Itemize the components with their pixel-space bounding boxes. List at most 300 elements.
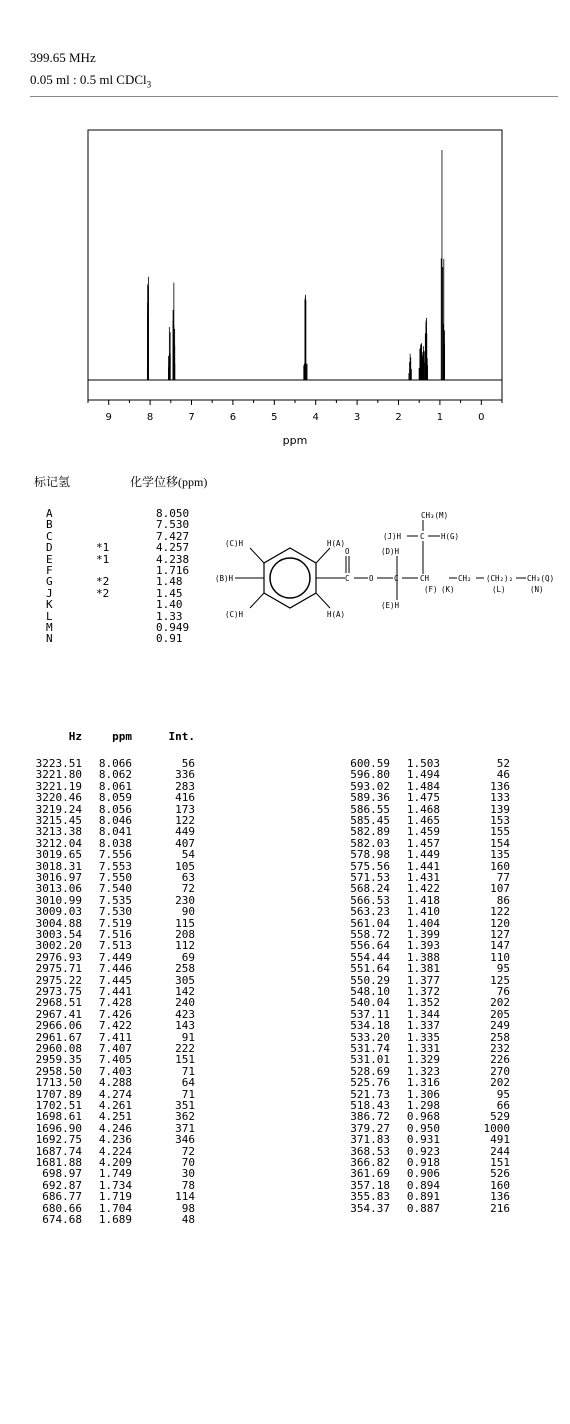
assignment-shift: 4.238 [156, 552, 190, 566]
peak-int: 153 [490, 814, 510, 827]
peak-hz: 355.83 [350, 1190, 390, 1204]
peak-ppm: 7.556 [98, 848, 132, 862]
peak-ppm: 1.749 [98, 1167, 132, 1181]
peak-hz: 550.29 [350, 973, 390, 987]
peak-int: 78 [181, 1178, 195, 1192]
peak-ppm: 7.446 [98, 962, 132, 976]
peak-int: 120 [490, 916, 510, 930]
peak-int: 105 [175, 859, 195, 873]
bond-ch-c [250, 593, 264, 608]
peak-hz: 2975.22 [35, 973, 82, 987]
x-axis-tick-label: 2 [395, 412, 402, 423]
peak-int: 127 [490, 928, 510, 941]
peak-int: 52 [496, 757, 510, 770]
peak-int: 125 [490, 973, 510, 987]
peak-int: 240 [175, 996, 195, 1010]
peak-int: 160 [490, 859, 510, 873]
peak-int: 258 [175, 962, 195, 976]
peak-ppm: 7.540 [98, 882, 132, 896]
peak-ppm: 1.352 [406, 996, 440, 1010]
peak-ppm: 0.923 [406, 1144, 440, 1158]
peak-int: 230 [175, 893, 195, 907]
peak-ppm: 1.431 [406, 871, 440, 884]
label-dh: (D)H [381, 547, 400, 556]
peak-hz: 2975.71 [35, 962, 82, 976]
peak-int: 71 [181, 1064, 195, 1078]
peak-hz: 698.97 [42, 1167, 82, 1181]
peak-ppm: 4.274 [98, 1087, 132, 1101]
peak-hz: 3013.06 [35, 882, 82, 896]
peak-hz: 680.66 [42, 1201, 82, 1215]
peak-ppm: 0.894 [406, 1178, 440, 1192]
peak-header-hz: Hz [68, 730, 82, 743]
peak-hz: 571.53 [350, 871, 390, 884]
peak-header-ppm: ppm [112, 730, 132, 743]
peak-ppm: 1.331 [406, 1042, 440, 1055]
peak-ppm: 1.399 [406, 928, 440, 941]
peak-hz: 596.80 [350, 768, 390, 782]
peak-int: 71 [181, 1087, 195, 1101]
peak-hz: 1707.89 [35, 1087, 82, 1101]
peak-ppm: 7.513 [98, 939, 132, 953]
assignment-shift: 1.48 [156, 575, 183, 589]
peak-int: 98 [181, 1201, 195, 1215]
peak-ppm: 4.261 [98, 1099, 132, 1112]
assignment-label: G [46, 575, 53, 589]
peak-ppm: 1.734 [98, 1178, 132, 1192]
peak-hz: 3018.31 [35, 859, 82, 873]
peak-int: 202 [490, 1076, 510, 1090]
peak-hz: 361.69 [350, 1167, 390, 1181]
peak-hz: 2966.06 [35, 1019, 82, 1033]
peak-ppm: 4.209 [98, 1156, 132, 1169]
peak-ppm: 1.393 [406, 939, 440, 953]
assignment-mark: *2 [96, 586, 110, 600]
assignment-shift: 1.716 [156, 564, 190, 577]
peak-hz: 589.36 [350, 791, 390, 805]
peak-int: 449 [175, 825, 195, 839]
assignment-shift: 7.530 [156, 518, 190, 532]
peak-int: 226 [490, 1053, 510, 1067]
peak-hz: 578.98 [350, 848, 390, 862]
peak-int: 122 [175, 814, 195, 827]
label-jh: (J)H [383, 532, 402, 541]
peak-hz: 3003.54 [35, 928, 82, 941]
peak-hz: 554.44 [350, 950, 390, 964]
peak-ppm: 7.550 [98, 871, 132, 884]
bond-ha-bottom [316, 593, 330, 608]
peak-int: 202 [490, 996, 510, 1010]
label-c-alpha: C [394, 574, 399, 583]
peak-hz: 582.03 [350, 836, 390, 850]
peak-ppm: 1.372 [406, 985, 440, 998]
peak-ppm: 8.041 [98, 825, 132, 839]
x-axis-tick-label: 4 [312, 412, 319, 423]
peak-int: 173 [175, 802, 195, 816]
peak-ppm: 4.251 [98, 1110, 132, 1124]
peak-hz: 3212.04 [35, 836, 82, 850]
assignment-label: L [46, 609, 53, 623]
peak-ppm: 1.503 [406, 757, 440, 770]
peak-ppm: 7.449 [98, 950, 132, 964]
assignment-shift: 0.91 [156, 632, 183, 646]
peak-int: 154 [490, 836, 510, 850]
peak-int: 63 [181, 871, 195, 884]
peak-int: 95 [496, 1087, 510, 1101]
peak-ppm: 4.246 [98, 1121, 132, 1135]
peak-hz: 518.43 [350, 1099, 390, 1112]
peak-hz: 593.02 [350, 779, 390, 793]
peak-int: 69 [181, 950, 195, 964]
x-axis-tick-label: 7 [188, 412, 195, 423]
assignment-shift: 8.050 [156, 507, 190, 520]
label-ch2n: (CH₂)₂ [486, 574, 514, 583]
peak-int: 115 [175, 916, 195, 930]
peak-int: 64 [181, 1076, 195, 1090]
peak-hz: 1696.90 [35, 1121, 82, 1135]
assignment-shift: 1.45 [156, 586, 183, 600]
peak-ppm: 1.457 [406, 836, 440, 850]
peak-ppm: 1.441 [406, 859, 440, 873]
peak-hz: 3223.51 [35, 757, 82, 770]
label-ha-top: H(A) [327, 539, 346, 548]
frequency-label: 399.65 MHz [30, 50, 96, 65]
peak-hz: 3221.19 [35, 779, 82, 793]
peak-ppm: 1.422 [406, 882, 440, 896]
peak-ppm: 0.887 [406, 1201, 440, 1215]
peak-hz: 2958.50 [35, 1064, 82, 1078]
peak-ppm: 7.411 [98, 1030, 132, 1044]
label-eh: (E)H [381, 601, 400, 610]
peak-ppm: 1.381 [406, 962, 440, 976]
peak-hz: 568.24 [350, 882, 390, 896]
x-axis-tick-label: 1 [436, 412, 444, 423]
peak-hz: 3219.24 [35, 802, 82, 816]
peak-ppm: 7.403 [98, 1064, 132, 1078]
peak-hz: 2968.51 [35, 996, 82, 1010]
peak-ppm: 1.344 [406, 1007, 440, 1021]
label-o-ester: O [369, 574, 374, 583]
peak-ppm: 8.061 [98, 779, 132, 793]
assignment-label: E [46, 552, 53, 566]
peak-ppm: 1.475 [406, 791, 440, 805]
peak-ppm: 8.062 [98, 768, 132, 782]
peak-int: 346 [175, 1133, 195, 1147]
assignment-label: F [46, 564, 53, 577]
peak-int: 56 [181, 757, 195, 770]
peak-int: 205 [490, 1007, 510, 1021]
peak-hz: 1687.74 [35, 1144, 82, 1158]
peak-hz: 386.72 [350, 1110, 390, 1124]
label-ha-bottom: H(A) [327, 610, 346, 619]
peak-int: 72 [181, 1144, 195, 1158]
peak-hz: 1713.50 [35, 1076, 82, 1090]
peak-int: 114 [175, 1190, 195, 1204]
peak-int: 208 [175, 928, 195, 941]
peak-hz: 686.77 [42, 1190, 82, 1204]
peak-ppm: 4.224 [98, 1144, 132, 1158]
x-axis-tick-label: 5 [271, 412, 278, 423]
peak-ppm: 7.553 [98, 859, 132, 873]
peak-ppm: 1.337 [406, 1019, 440, 1033]
peak-int: 305 [175, 973, 195, 987]
peak-int: 66 [496, 1099, 510, 1112]
peak-hz: 561.04 [350, 916, 390, 930]
peak-hz: 586.55 [350, 802, 390, 816]
assignment-label: D [46, 541, 53, 555]
peak-hz: 354.37 [350, 1201, 390, 1215]
peak-int: 136 [490, 779, 510, 793]
assignment-mark: *1 [96, 541, 110, 555]
peak-ppm: 1.298 [406, 1099, 440, 1112]
peak-ppm: 1.459 [406, 825, 440, 839]
label-l: (L) [492, 585, 506, 594]
peak-int: 139 [490, 802, 510, 816]
aromatic-circle [270, 558, 310, 598]
peak-header-int: Int. [168, 730, 195, 743]
peak-int: 48 [181, 1213, 195, 1226]
peak-ppm: 1.484 [406, 779, 440, 793]
peak-int: 222 [175, 1042, 195, 1055]
peak-int: 526 [490, 1167, 510, 1181]
peak-ppm: 0.891 [406, 1190, 440, 1204]
peak-ppm: 1.335 [406, 1030, 440, 1044]
peak-int: 270 [490, 1064, 510, 1078]
assignment-label: J [46, 586, 53, 600]
peak-hz: 3221.80 [35, 768, 82, 782]
peak-hz: 1702.51 [35, 1099, 82, 1112]
peak-hz: 357.18 [350, 1178, 390, 1192]
peak-int: 54 [181, 848, 195, 862]
x-axis-tick-label: 3 [353, 412, 361, 423]
peak-hz: 533.20 [350, 1030, 390, 1044]
peak-int: 90 [181, 905, 195, 919]
peak-int: 244 [490, 1144, 510, 1158]
peak-int: 133 [490, 791, 510, 805]
label-ch-a: (C)H [225, 539, 244, 548]
peak-ppm: 1.316 [406, 1076, 440, 1090]
peak-int: 76 [496, 985, 510, 998]
peak-int: 155 [490, 825, 510, 839]
peak-ppm: 1.388 [406, 950, 440, 964]
peak-hz: 692.87 [42, 1178, 82, 1192]
peak-ppm: 1.404 [406, 916, 440, 930]
peak-int: 151 [175, 1053, 195, 1067]
label-c-g: C [420, 532, 425, 541]
peak-ppm: 1.377 [406, 973, 440, 987]
assignment-label: M [46, 621, 53, 634]
peak-hz: 563.23 [350, 905, 390, 919]
peak-ppm: 1.468 [406, 802, 440, 816]
peak-int: 72 [181, 882, 195, 896]
peak-int: 91 [181, 1030, 195, 1044]
peak-hz: 3010.99 [35, 893, 82, 907]
peak-ppm: 8.046 [98, 814, 132, 827]
peak-ppm: 7.426 [98, 1007, 132, 1021]
peak-ppm: 0.918 [406, 1156, 440, 1169]
peak-ppm: 7.441 [98, 985, 132, 998]
peak-int: 77 [496, 871, 510, 884]
label-k: (K) [441, 585, 455, 594]
peak-hz: 531.74 [350, 1042, 390, 1055]
peak-int: 107 [490, 882, 510, 896]
peak-ppm: 1.465 [406, 814, 440, 827]
peak-int: 122 [490, 905, 510, 919]
peak-int: 351 [175, 1099, 195, 1112]
peak-ppm: 4.236 [98, 1133, 132, 1147]
peak-ppm: 8.059 [98, 791, 132, 805]
peak-ppm: 7.428 [98, 996, 132, 1010]
x-axis-tick-label: 9 [105, 412, 112, 423]
peak-int: 283 [175, 779, 195, 793]
label-f: (F) [424, 585, 438, 594]
assignment-shift: 0.949 [156, 621, 190, 634]
peak-hz: 537.11 [350, 1007, 390, 1021]
peak-ppm: 0.931 [406, 1133, 440, 1147]
peak-ppm: 4.288 [98, 1076, 132, 1090]
peak-hz: 2961.67 [35, 1030, 82, 1044]
peak-int: 112 [175, 939, 195, 953]
peak-hz: 3215.45 [35, 814, 82, 827]
peak-int: 416 [175, 791, 195, 805]
peak-int: 151 [490, 1156, 510, 1169]
peak-hz: 528.69 [350, 1064, 390, 1078]
label-n: (N) [530, 585, 544, 594]
peak-ppm: 7.407 [98, 1042, 132, 1055]
peak-int: 336 [175, 768, 195, 782]
peak-int: 70 [181, 1156, 195, 1169]
peak-int: 136 [490, 1190, 510, 1204]
peak-ppm: 1.329 [406, 1053, 440, 1067]
peak-ppm: 0.906 [406, 1167, 440, 1181]
x-axis-tick-label: 6 [229, 412, 237, 423]
label-c-carbonyl: C [345, 574, 350, 583]
peak-ppm: 8.038 [98, 836, 132, 850]
peak-int: 30 [181, 1167, 195, 1181]
peak-hz: 585.45 [350, 814, 390, 827]
peak-int: 371 [175, 1121, 195, 1135]
peak-ppm: 1.494 [406, 768, 440, 782]
peak-int: 160 [490, 1178, 510, 1192]
peak-hz: 2960.08 [35, 1042, 82, 1055]
peak-int: 232 [490, 1042, 510, 1055]
peak-int: 249 [490, 1019, 510, 1033]
peak-ppm: 7.530 [98, 905, 132, 919]
peak-hz: 366.82 [350, 1156, 390, 1169]
peak-hz: 1681.88 [35, 1156, 82, 1169]
label-ch3m: CH₃(M) [421, 511, 449, 520]
peak-ppm: 1.719 [98, 1190, 132, 1204]
peak-ppm: 8.066 [98, 757, 132, 770]
sample-prefix: 0.05 ml : 0.5 ml CDCl [30, 72, 147, 87]
peak-hz: 575.56 [350, 859, 390, 873]
peak-hz: 600.59 [350, 757, 390, 770]
peak-ppm: 7.516 [98, 928, 132, 941]
peak-int: 362 [175, 1110, 195, 1124]
sample-subscript: 3 [146, 79, 152, 90]
assignment-mark: *1 [96, 552, 110, 566]
peak-int: 1000 [483, 1121, 510, 1135]
peak-hz: 531.01 [350, 1053, 390, 1067]
assignment-mark: *2 [96, 575, 110, 589]
peak-ppm: 7.519 [98, 916, 132, 930]
peak-ppm: 0.968 [406, 1110, 440, 1124]
peak-hz: 3009.03 [35, 905, 82, 919]
peak-hz: 582.89 [350, 825, 390, 839]
assignment-shift: 1.33 [156, 609, 183, 623]
peak-hz: 3220.46 [35, 791, 82, 805]
peak-hz: 521.73 [350, 1087, 390, 1101]
peak-int: 491 [490, 1133, 510, 1147]
peak-ppm: 7.405 [98, 1053, 132, 1067]
peak-hz: 556.64 [350, 939, 390, 953]
peak-hz: 566.53 [350, 893, 390, 907]
assignment-label: N [46, 632, 53, 646]
peak-ppm: 7.445 [98, 973, 132, 987]
peak-hz: 2967.41 [35, 1007, 82, 1021]
peak-hz: 2973.75 [35, 985, 82, 998]
peak-ppm: 7.422 [98, 1019, 132, 1033]
label-ch3q: CH₃(Q) [527, 574, 555, 583]
label-hg: H(G) [441, 532, 460, 541]
peak-int: 110 [490, 950, 510, 964]
label-o-top: O [345, 547, 350, 556]
assignment-header-shift: 化学位移(ppm) [130, 475, 208, 489]
bond-ch-a [250, 548, 264, 563]
peak-hz: 2959.35 [35, 1053, 82, 1067]
peak-hz: 1698.61 [35, 1110, 82, 1124]
peak-int: 216 [490, 1201, 510, 1215]
assignment-label: K [46, 598, 53, 612]
benzene-ring [264, 548, 316, 608]
label-ch-c: (C)H [225, 610, 244, 619]
peak-hz: 525.76 [350, 1076, 390, 1090]
peak-ppm: 1.704 [98, 1201, 132, 1215]
label-b: (B)H [215, 574, 234, 583]
peak-int: 95 [496, 962, 510, 976]
peak-hz: 1692.75 [35, 1133, 82, 1147]
peak-hz: 3016.97 [35, 871, 82, 884]
assignment-label: A [46, 507, 53, 520]
peak-hz: 674.68 [42, 1213, 82, 1226]
peak-hz: 368.53 [350, 1144, 390, 1158]
peak-int: 135 [490, 848, 510, 862]
peak-hz: 534.18 [350, 1019, 390, 1033]
assignment-shift: 7.427 [156, 529, 190, 543]
peak-hz: 3004.88 [35, 916, 82, 930]
assignment-shift: 1.40 [156, 598, 183, 612]
peak-int: 142 [175, 985, 195, 998]
peak-hz: 379.27 [350, 1121, 390, 1135]
bond-ha-top [316, 548, 330, 563]
peak-ppm: 8.056 [98, 802, 132, 816]
peak-int: 423 [175, 1007, 195, 1021]
x-axis-tick-label: 8 [146, 412, 154, 423]
peak-int: 143 [175, 1019, 195, 1033]
assignment-label: B [46, 518, 53, 532]
peak-int: 86 [496, 893, 510, 907]
peak-hz: 548.10 [350, 985, 390, 998]
peak-int: 258 [490, 1030, 510, 1044]
peak-int: 529 [490, 1110, 510, 1124]
x-axis-label: ppm [282, 434, 308, 447]
peak-hz: 558.72 [350, 928, 390, 941]
peak-ppm: 1.418 [406, 893, 440, 907]
label-ch2: CH₂ [458, 574, 472, 583]
assignment-label: C [46, 529, 53, 543]
peak-int: 147 [490, 939, 510, 953]
peak-int: 407 [175, 836, 195, 850]
